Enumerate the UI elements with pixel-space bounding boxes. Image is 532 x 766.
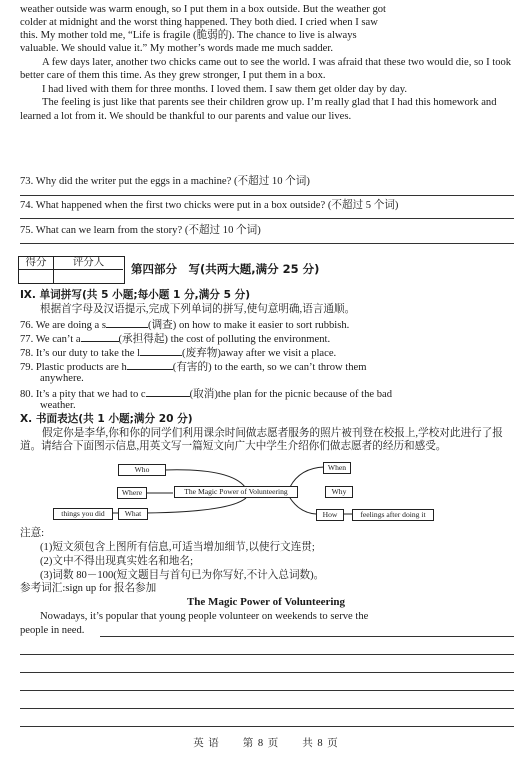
- item-79-suffix: to the earth, so we can’t throw them: [214, 362, 367, 373]
- question-75: 75. What can we learn from the story? (不超过 10 个词): [20, 225, 261, 236]
- diagram-feelings: feelings after doing it: [352, 509, 434, 521]
- diagram-center: The Magic Power of Volunteering: [174, 486, 298, 498]
- diagram-how: How: [316, 509, 344, 521]
- item-79-hint: (有害的): [172, 362, 212, 373]
- writing-line[interactable]: [20, 726, 514, 727]
- passage-line: valuable. We should value it.” My mother’s words made me much sadder.: [20, 43, 333, 54]
- item-76-hint: (调查): [148, 320, 177, 331]
- score-label: 得分: [19, 257, 54, 270]
- writing-line[interactable]: [100, 636, 514, 637]
- part9-header: Ⅸ. 单词拼写(共 5 小题;每小题 1 分,满分 5 分): [20, 289, 251, 301]
- question-73: 73. Why did the writer put the eggs in a machine? (不超过 10 个词): [20, 176, 310, 187]
- item-80-hint: (取消): [189, 389, 218, 400]
- diagram-when: When: [323, 462, 351, 474]
- writing-line[interactable]: [20, 708, 514, 709]
- notes-title: 注意:: [20, 528, 45, 539]
- item-76-suffix: on how to make it easier to sort rubbish.: [178, 320, 350, 331]
- item-79-continued: anywhere.: [40, 373, 84, 384]
- question-74: 74. What happened when the first two chicks were put in a box outside? (不超过 5 个词): [20, 200, 399, 211]
- item-78-prefix: 78. It’s our duty to take the l: [20, 348, 141, 359]
- part10-header: Ⅹ. 书面表达(共 1 小题;满分 20 分): [20, 413, 193, 425]
- diagram-where: Where: [117, 487, 147, 499]
- diagram-things-you-did: things you did: [53, 508, 113, 520]
- essay-first-line: Nowadays, it’s popular that young people volunteer on weekends to serve the: [40, 611, 369, 622]
- passage-line: colder at midnight and the worst thing happened. They both died. I cried when I saw: [20, 17, 378, 28]
- writing-line[interactable]: [20, 672, 514, 673]
- section-title: 第四部分 写(共两大题,满分 25 分): [131, 262, 320, 276]
- item-80-suffix: the plan for the picnic because of the bad: [217, 389, 393, 400]
- grader-label: 评分人: [54, 257, 123, 270]
- page-footer: 英 语 第 8 页 共 8 页: [193, 738, 339, 749]
- passage-line: weather outside was warm enough, so I put them in a box outside. But the weather got: [20, 4, 386, 15]
- diagram-who: Who: [118, 464, 166, 476]
- item-80-continued: weather.: [40, 400, 76, 411]
- note-3: (3)词数 80－100(短文题目与首句已为你写好,不计入总词数)。: [40, 570, 325, 581]
- reference-vocab: 参考词汇:sign up for 报名参加: [20, 583, 157, 594]
- diagram-what: What: [118, 508, 148, 520]
- item-76-prefix: 76. We are doing a s: [20, 320, 107, 331]
- item-78-suffix: away after we visit a place.: [220, 348, 337, 359]
- item-79-prefix: 79. Plastic products are h: [20, 362, 127, 373]
- item-77-suffix: the cost of polluting the environment.: [170, 334, 331, 345]
- note-1: (1)短文须包含上图所有信息,可适当增加细节,以使行文连贯;: [40, 542, 315, 553]
- diagram-why: Why: [325, 486, 353, 498]
- item-78-hint: (废弃物): [182, 348, 221, 359]
- writing-line[interactable]: [20, 690, 514, 691]
- passage-paragraph: I had lived with them for three months. I loved them. I saw them get older day by day.: [42, 83, 407, 95]
- item-80-prefix: 80. It’s a pity that we had to c: [20, 389, 146, 400]
- item-77-hint: (承担得起): [118, 334, 168, 345]
- note-2: (2)文中不得出现真实姓名和地名;: [40, 556, 194, 567]
- part9-instruction: 根据首字母及汉语提示,完成下列单词的拼写,使句意明确,语言通顺。: [40, 304, 356, 315]
- essay-title: The Magic Power of Volunteering: [186, 596, 346, 608]
- item-77-prefix: 77. We can’t a: [20, 334, 81, 345]
- writing-line[interactable]: [20, 654, 514, 655]
- passage-line: this. My mother told me, “Life is fragile (脆弱的). The chance to live is always: [20, 30, 357, 41]
- essay-second-line: people in need.: [20, 625, 85, 636]
- passage-paragraph: The feeling is just like that parents see their children grow up. I’m really glad that I had this homework and learned a lot from it. We should be thankful to our parents and value our lives.: [20, 97, 497, 122]
- part10-prompt-text: 假定你是李华,你和你的同学们利用课余时间做志愿者服务的照片被刊登在校报上,学校对此进行了报道。请结合下面图示信息,用英文写一篇短文向广大中学生介绍你们做志愿者的经历和感受。: [20, 428, 503, 453]
- passage-paragraph: A few days later, another two chicks came out to see the world. I was afraid that these two would die, so I took better care of them this time. As they grew stronger, I put them in a box.: [20, 57, 512, 82]
